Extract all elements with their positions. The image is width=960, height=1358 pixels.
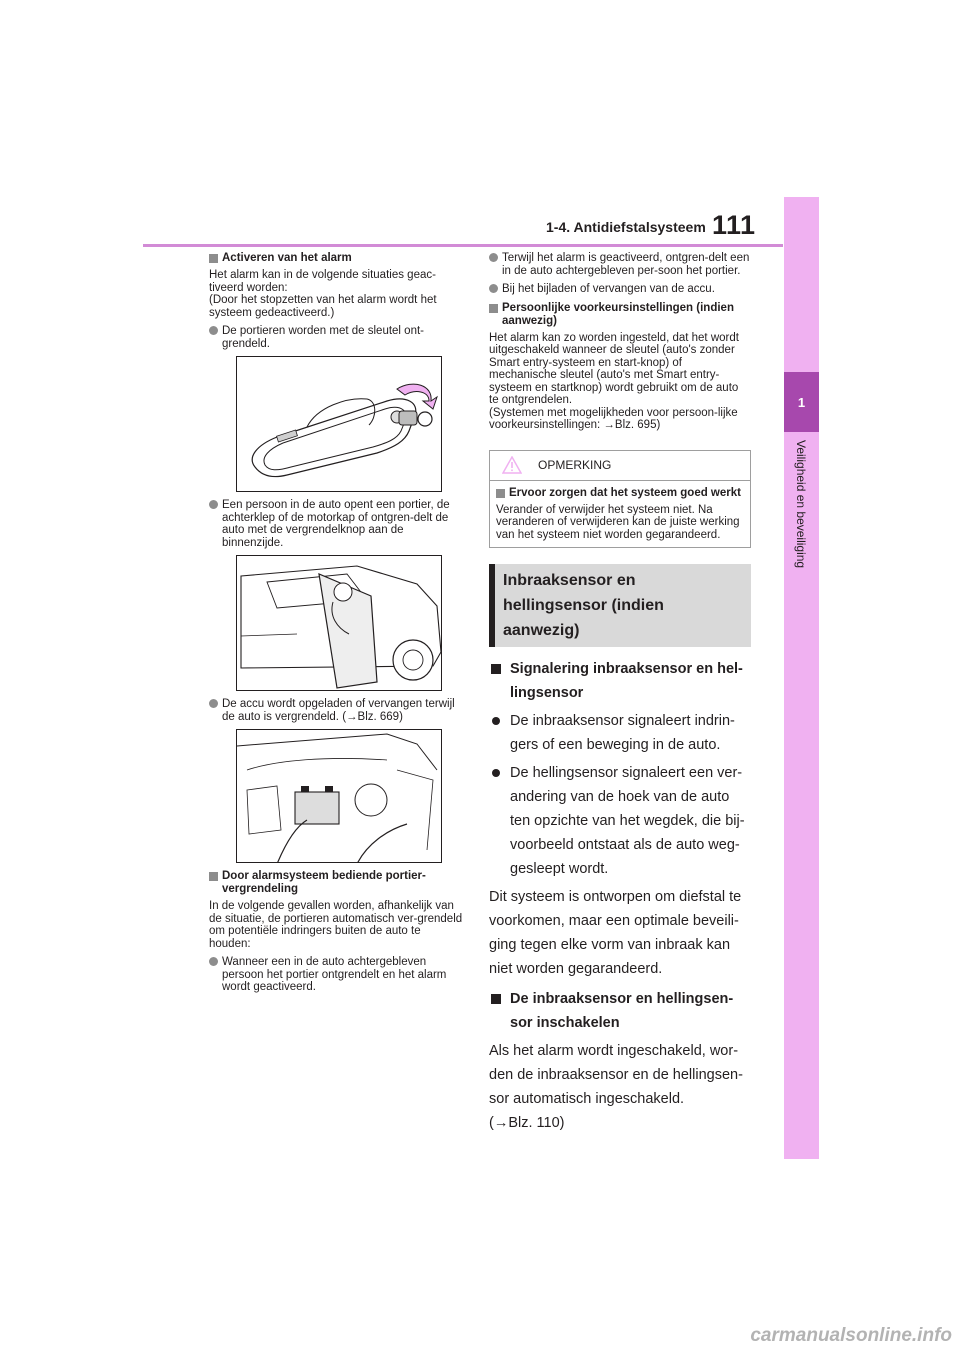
section-heading: Inbraaksensor en hellingsensor (indien aanwezig) bbox=[489, 564, 751, 647]
door-lock-heading: Door alarmsysteem bediende portier-vergrendeling bbox=[209, 870, 463, 896]
watermark: carmanualsonline.info bbox=[750, 1325, 952, 1346]
door-handle-key-icon bbox=[237, 357, 442, 492]
note-title-row bbox=[490, 451, 750, 481]
note-text: Verander of verwijder het systeem niet. Na veranderen of verwijderen kan de juiste werking van het systeem niet worden gegarandeerd. bbox=[496, 503, 740, 541]
list-item: De portieren worden met de sleutel ont-grendeld. bbox=[209, 325, 463, 350]
activate-alarm-heading: Activeren van het alarm bbox=[209, 252, 463, 265]
left-column bbox=[209, 252, 463, 1000]
door-handle-key-illustration bbox=[236, 356, 442, 492]
preferences-heading: Persoonlijke voorkeursinstellingen (indien aanwezig) bbox=[489, 302, 751, 328]
battery-engine-bay-illustration bbox=[236, 729, 442, 863]
chapter-number-tab[interactable]: 1 bbox=[784, 372, 819, 432]
enable-text: Als het alarm wordt ingeschakeld, wor-den de inbraaksensor en de hellingsen-sor automatisch ingeschakeld. (→Blz. 110) bbox=[489, 1043, 743, 1131]
preferences-text: Het alarm kan zo worden ingesteld, dat het wordt uitgeschakeld wanneer de sleutel (auto's zonder Smart entry-systeem en start-knop) of mechanische sleutel (auto's met Smart entry-systeem en startknop) wordt gebruikt om de auto te ontgrendelen. (Systemen met mogelijkheden voor persoon-lijke voorkeursinstellingen: →Blz. 695) bbox=[489, 331, 739, 431]
door-lock-text: In de volgende gevallen worden, afhankelijk van de situatie, de portieren automatisch ver-grendeld om potentiële indringers buiten de auto te houden: bbox=[209, 900, 463, 950]
note-content bbox=[490, 481, 750, 548]
chapter-title: Veiligheid en beveiliging bbox=[794, 440, 808, 569]
note-box bbox=[489, 450, 751, 549]
list-item: De accu wordt opgeladen of vervangen terwijl de auto is vergrendeld. (→Blz. 669) bbox=[209, 698, 463, 723]
signal-text: Dit systeem is ontworpen om diefstal te voorkomen, maar een optimale beveili-ging tegen elke vorm van inbraak kan niet worden gegarandeerd. bbox=[489, 889, 742, 977]
battery-icon bbox=[237, 730, 442, 863]
right-column bbox=[489, 252, 751, 1141]
note-title: OPMERKING bbox=[538, 458, 612, 472]
section-title: 1-4. Antidiefstalsysteem bbox=[546, 219, 706, 235]
list-item: De hellingsensor signaleert een ver-andering van de hoek van de auto ten opzichte van het wegdek, die bij-voorbeeld ontstaat als de auto weg-gesleept wordt. bbox=[489, 761, 751, 881]
page-number: 111 bbox=[712, 210, 756, 240]
list-item: De inbraaksensor signaleert indrin-gers of een beweging in de auto. bbox=[489, 709, 751, 757]
enable-heading: De inbraaksensor en hellingsen-sor inschakelen bbox=[489, 987, 751, 1035]
list-item: Wanneer een in de auto achtergebleven persoon het portier ontgrendelt en het alarm wordt geactiveerd. bbox=[209, 956, 463, 994]
header-rule bbox=[143, 244, 783, 247]
activate-alarm-text: Het alarm kan in de volgende situaties geac-tiveerd worden: (Door het stopzetten van het alarm wordt het systeem gedeactiveerd.) bbox=[209, 269, 437, 319]
car-door-open-icon bbox=[237, 556, 442, 691]
list-item: Bij het bijladen of vervangen van de accu. bbox=[489, 283, 751, 296]
signal-heading: Signalering inbraaksensor en hel-lingsensor bbox=[489, 657, 751, 705]
person-opening-door-illustration bbox=[236, 555, 442, 691]
list-item: Een persoon in de auto opent een portier, de achterklep of de motorkap of ontgren-delt de auto met de vergrendelknop aan de binnenzijde. bbox=[209, 499, 463, 549]
note-heading: Ervoor zorgen dat het systeem goed werkt bbox=[496, 487, 744, 500]
chapter-side-tab bbox=[784, 197, 819, 1159]
warning-triangle-icon bbox=[502, 456, 522, 474]
list-item: Terwijl het alarm is geactiveerd, ontgren-delt een in de auto achtergebleven per-soon het portier. bbox=[489, 252, 751, 277]
